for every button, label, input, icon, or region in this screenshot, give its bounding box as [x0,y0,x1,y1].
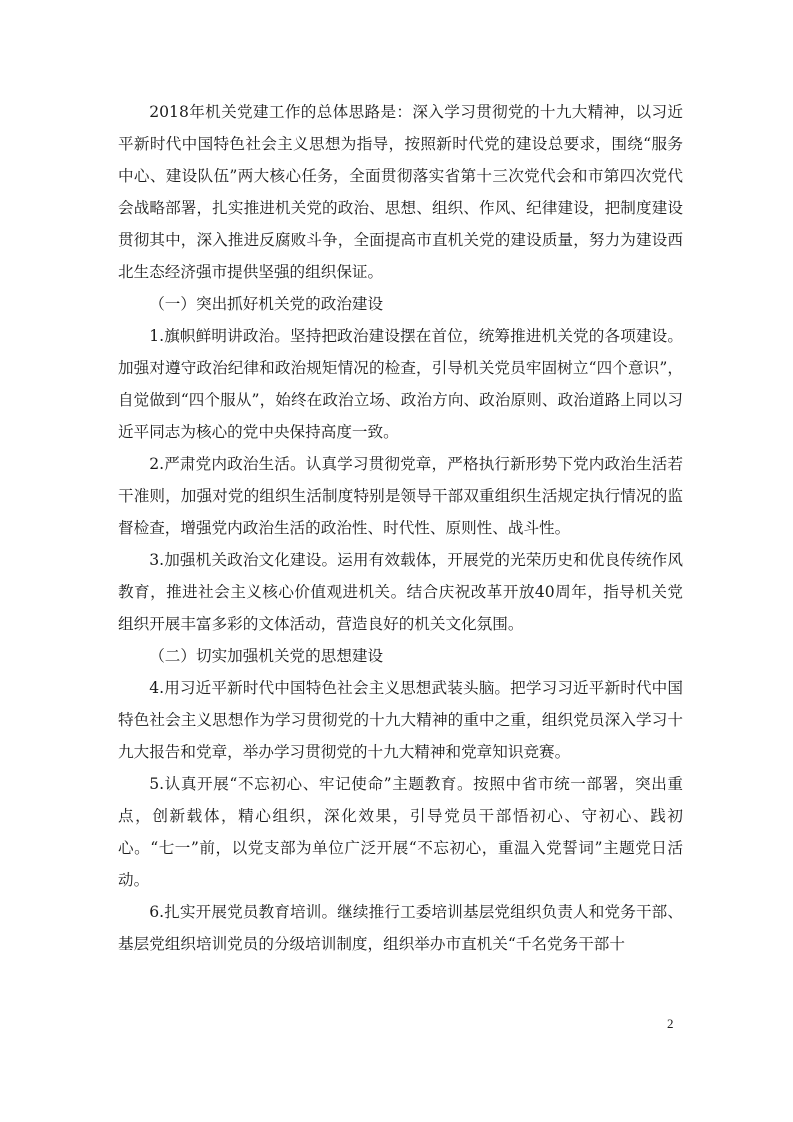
page-number: 2 [667,1016,674,1031]
paragraph-item-3: 3.加强机关政治文化建设。运用有效载体，开展党的光荣历史和优良传统作风教育，推进社会主义核心价值观进机关。结合庆祝改革开放40周年，指导机关党组织开展丰富多彩的文体活动，营造良好的机关文化氛围。 [118,551,683,633]
paragraph-item-1: 1.旗帜鲜明讲政治。坚持把政治建设摆在首位，统筹推进机关党的各项建设。加强对遵守政治纪律和政治规矩情况的检查，引导机关党员牢固树立“四个意识”，自觉做到“四个服从”，始终在政治立场、政治方向、政治原则、政治道路上同以习近平同志为核心的党中央保持高度一致。 [118,327,683,441]
section-heading-ideological: （二）切实加强机关党的思想建设 [149,647,384,665]
intro-paragraph: 2018年机关党建工作的总体思路是：深入学习贯彻党的十九大精神，以习近平新时代中国特色社会主义思想为指导，按照新时代党的建设总要求，围绕“服务中心、建设队伍”两大核心任务，全面贯彻落实省第十三次党代会和市第四次党代会战略部署，扎实推进机关党的政治、思想、组织、作风、纪律建设，把制度建设贯彻其中，深入推进反腐败斗争，全面提高市直机关党的建设质量，努力为建设西北生态经济强市提供坚强的组织保证。 [118,103,683,281]
paragraph-item-6: 6.扎实开展党员教育培训。继续推行工委培训基层党组织负责人和党务干部、基层党组织培训党员的分级培训制度，组织举办市直机关“千名党务干部十 [118,903,683,953]
section-heading-political: （一）突出抓好机关党的政治建设 [149,295,384,313]
document-page [118,96,683,960]
paragraph-item-5: 5.认真开展“不忘初心、牢记使命”主题教育。按照中省市统一部署，突出重点，创新载体，精心组织，深化效果，引导党员干部悟初心、守初心、践初心。“七一”前，以党支部为单位广泛开展“不忘初心，重温入党誓词”主题党日活动。 [118,775,683,889]
paragraph-item-4: 4.用习近平新时代中国特色社会主义思想武装头脑。把学习习近平新时代中国特色社会主义思想作为学习贯彻党的十九大精神的重中之重，组织党员深入学习十九大报告和党章，举办学习贯彻党的十九大精神和党章知识竞赛。 [118,679,683,761]
paragraph-item-2: 2.严肃党内政治生活。认真学习贯彻党章，严格执行新形势下党内政治生活若干准则，加强对党的组织生活制度特别是领导干部双重组织生活规定执行情况的监督检查，增强党内政治生活的政治性、时代性、原则性、战斗性。 [118,455,683,537]
